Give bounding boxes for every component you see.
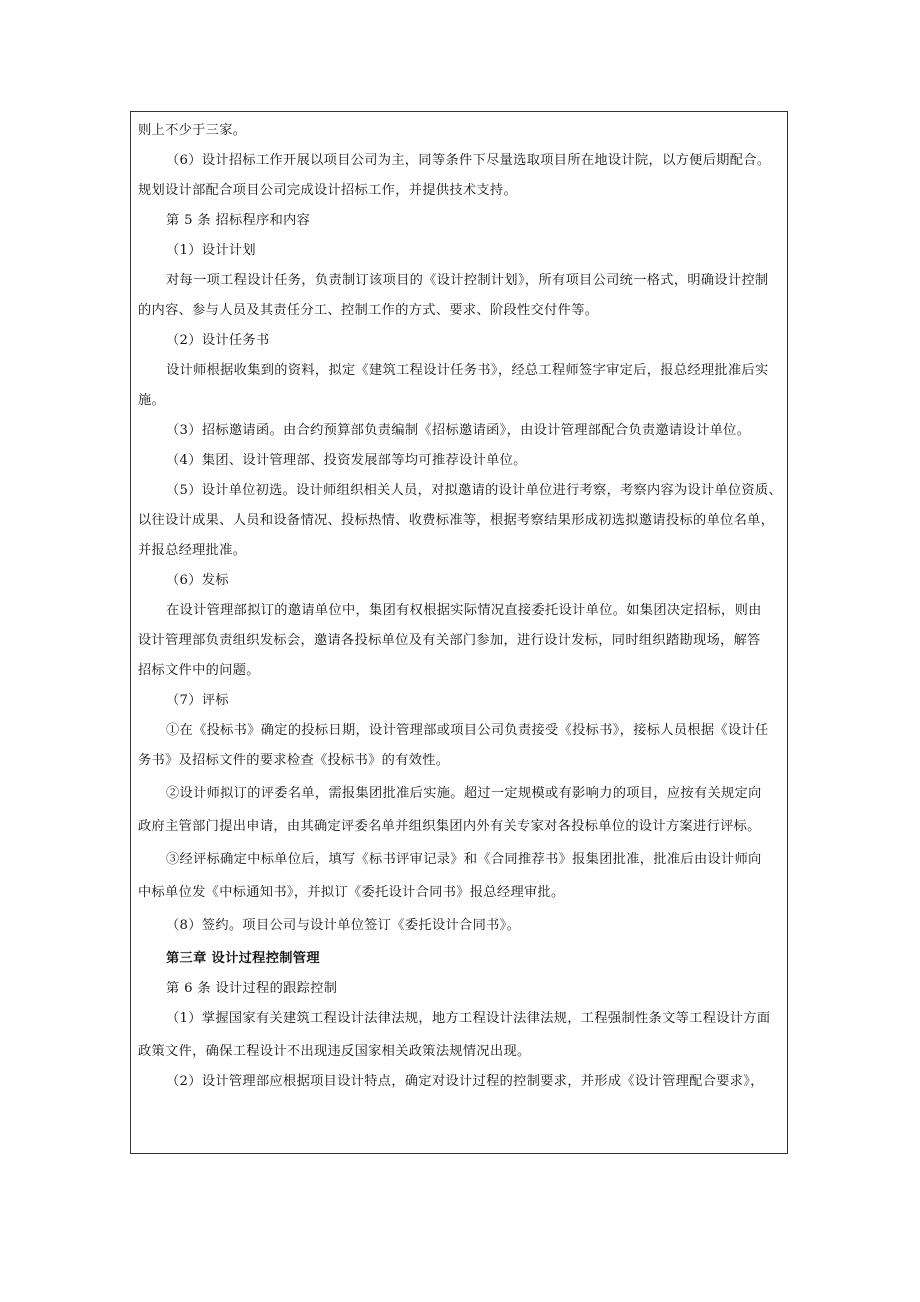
text-line: ①在《投标书》确定的投标日期，设计管理部或项目公司负责接受《投标书》，接标人员根据《设计任: [166, 723, 769, 738]
text-line: （6）设计招标工作开展以项目公司为主，同等条件下尽量选取项目所在地设计院，以方便后期配合。: [166, 153, 771, 168]
text-line: 则上不少于三家。: [138, 123, 247, 138]
text-line: （1）设计计划: [166, 243, 256, 258]
text-line: 第 6 条 设计过程的跟踪控制: [166, 981, 338, 996]
text-line: 以往设计成果、人员和设备情况、投标热情、收费标准等，根据考察结果形成初选拟邀请投标的单位名单，: [138, 513, 775, 528]
chapter-heading: 第三章 设计过程控制管理: [166, 951, 320, 966]
text-line: ③经评标确定中标单位后，填写《标书评审记录》和《合同推荐书》报集团批准，批准后由设计师向: [166, 852, 762, 867]
text-line: （4）集团、设计管理部、投资发展部等均可推荐设计单位。: [166, 453, 527, 468]
text-line: 中标单位发《中标通知书》，并拟订《委托设计合同书》报总经理审批。: [138, 885, 565, 900]
text-line: ②设计师拟订的评委名单，需报集团批准后实施。超过一定规模或有影响力的项目，应按有关规定向: [166, 786, 762, 801]
text-line: 政府主管部门提出申请，由其确定评委名单并组织集团内外有关专家对各投标单位的设计方案进行评标。: [138, 819, 761, 834]
text-line: （8）签约。项目公司与设计单位签订《委托设计合同书》。: [166, 918, 521, 933]
text-line: （2）设计管理部应根据项目设计特点，确定对设计过程的控制要求，并形成《设计管理配合要求》，: [166, 1074, 764, 1089]
text-line: （3）招标邀请函。由合约预算部负责编制《招标邀请函》，由设计管理部配合负责邀请设计单位。: [166, 423, 751, 438]
text-line: （7）评标: [166, 693, 229, 708]
text-line: 规划设计部配合项目公司完成设计招标工作，并提供技术支持。: [138, 183, 518, 198]
text-line: （5）设计单位初选。设计师组织相关人员，对拟邀请的设计单位进行考察，考察内容为设计单位资质、: [166, 483, 783, 498]
text-line: 施。: [138, 393, 166, 408]
text-line: 设计管理部负责组织发标会，邀请各投标单位及有关部门参加，进行设计发标，同时组织踏勘现场，解答: [138, 633, 761, 648]
text-line: 招标文件中的问题。: [138, 663, 260, 678]
text-line: 在设计管理部拟订的邀请单位中，集团有权根据实际情况直接委托设计单位。如集团决定招标，则由: [166, 603, 762, 618]
text-line: 设计师根据收集到的资料，拟定《建筑工程设计任务书》，经总工程师签字审定后，报总经理批准后实: [166, 363, 769, 378]
text-line: 并报总经理批准。: [138, 543, 247, 558]
text-line: 对每一项工程设计任务，负责制订该项目的《设计控制计划》，所有项目公司统一格式，明确设计控制: [166, 273, 769, 288]
text-line: （6）发标: [166, 573, 229, 588]
text-line: （1）掌握国家有关建筑工程设计法律法规，地方工程设计法律法规，工程强制性条文等工程设计方面: [166, 1011, 771, 1026]
text-line: 第 5 条 招标程序和内容: [166, 213, 311, 228]
text-line: （2）设计任务书: [166, 333, 270, 348]
text-line: 政策文件，确保工程设计不出现违反国家相关政策法规情况出现。: [138, 1044, 531, 1059]
text-line: 务书》及招标文件的要求检查《投标书》的有效性。: [138, 753, 450, 768]
text-line: 的内容、参与人员及其责任分工、控制工作的方式、要求、阶段性交付件等。: [138, 303, 599, 318]
